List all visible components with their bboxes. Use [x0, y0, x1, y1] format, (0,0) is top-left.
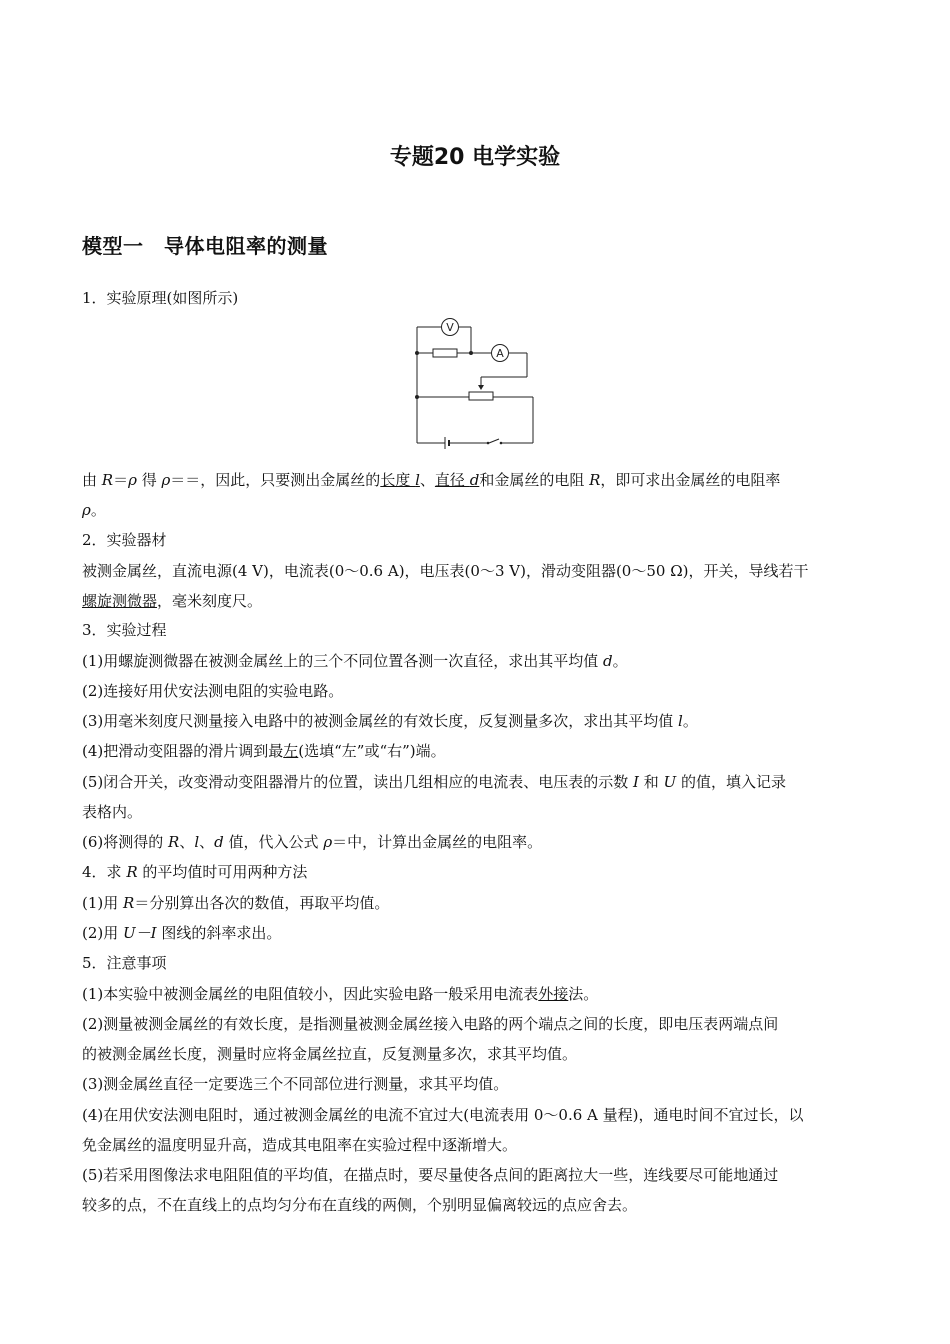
note-2-line-2: 的被测金属丝长度，测量时应将金属丝拉直，反复测量多次，求其平均值。 [82, 1045, 578, 1063]
average-heading: 4．求 R 的平均值时可用两种方法 [82, 863, 308, 881]
section-heading: 模型一 导体电阻率的测量 [82, 234, 328, 258]
note-4-line-2: 免金属丝的温度明显升高，造成其电阻率在实验过程中逐渐增大。 [82, 1136, 518, 1154]
notes-heading: 5．注意事项 [82, 954, 167, 972]
procedure-step-5-cont: 表格内。 [82, 803, 143, 821]
slider-arrow-icon [478, 385, 484, 390]
document-title: 专题20 电学实验 [389, 145, 561, 170]
formula-paragraph: 由 R＝ρ 得 ρ＝＝，因此，只要测出金属丝的长度 l、直径 d和金属丝的电阻 R，即可求出金属丝的电阻率 [82, 471, 781, 489]
principle-heading: 1．实验原理(如图所示) [82, 289, 239, 307]
procedure-step-5: (5)闭合开关，改变滑动变阻器滑片的位置，读出几组相应的电流表、电压表的示数 I 和 U 的值，填入记录 [82, 773, 786, 791]
switch-icon [487, 442, 490, 445]
average-method-2: (2)用 U－I 图线的斜率求出。 [82, 924, 282, 942]
equipment-heading: 2．实验器材 [82, 531, 167, 549]
equipment-line-2: 螺旋测微器，毫米刻度尺。 [82, 592, 263, 610]
voltmeter-label: V [446, 321, 454, 334]
average-method-1: (1)用 R＝分别算出各次的数值，再取平均值。 [82, 894, 390, 912]
equipment-line-1: 被测金属丝，直流电源(4 V)，电流表(0～0.6 A)，电压表(0～3 V)，滑动变阻器(0～50 Ω)，开关，导线若干 [82, 562, 809, 580]
ammeter-label: A [496, 347, 504, 360]
note-3: (3)测金属丝直径一定要选三个不同部位进行测量，求其平均值。 [82, 1075, 509, 1093]
note-1: (1)本实验中被测金属丝的电阻值较小，因此实验电路一般采用电流表外接法。 [82, 985, 599, 1003]
diameter-answer: 直径 d [434, 471, 480, 489]
note-4-line-1: (4)在用伏安法测电阻时，通过被测金属丝的电流不宜过大(电流表用 0～0.6 A 量程)，通电时间不宜过长，以 [82, 1106, 804, 1124]
procedure-step-2: (2)连接好用伏安法测电阻的实验电路。 [82, 682, 344, 700]
circuit-diagram [405, 315, 545, 450]
procedure-step-6: (6)将测得的 R、l、d 值，代入公式 ρ＝中，计算出金属丝的电阻率。 [82, 833, 543, 851]
length-answer: 长度 l [380, 471, 420, 489]
procedure-heading: 3．实验过程 [82, 621, 167, 639]
procedure-step-4: (4)把滑动变阻器的滑片调到最左(选填“左”或“右”)端。 [82, 742, 446, 760]
left-answer: 左 [283, 742, 299, 760]
procedure-step-3: (3)用毫米刻度尺测量接入电路中的被测金属丝的有效长度，反复测量多次，求出其平均值 l。 [82, 712, 698, 730]
formula-paragraph-end: ρ。 [82, 501, 106, 519]
micrometer-answer: 螺旋测微器 [82, 592, 158, 610]
note-5-line-2: 较多的点，不在直线上的点均匀分布在直线的两侧，个别明显偏离较远的点应舍去。 [82, 1196, 638, 1214]
note-5-line-1: (5)若采用图像法求电阻阻值的平均值，在描点时，要尽量使各点间的距离拉大一些，连线要尽可能地通过 [82, 1166, 779, 1184]
procedure-step-1: (1)用螺旋测微器在被测金属丝上的三个不同位置各测一次直径，求出其平均值 d。 [82, 652, 628, 670]
note-2-line-1: (2)测量被测金属丝的有效长度，是指测量被测金属丝接入电路的两个端点之间的长度，即电压表两端点间 [82, 1015, 779, 1033]
external-answer: 外接 [538, 985, 569, 1003]
